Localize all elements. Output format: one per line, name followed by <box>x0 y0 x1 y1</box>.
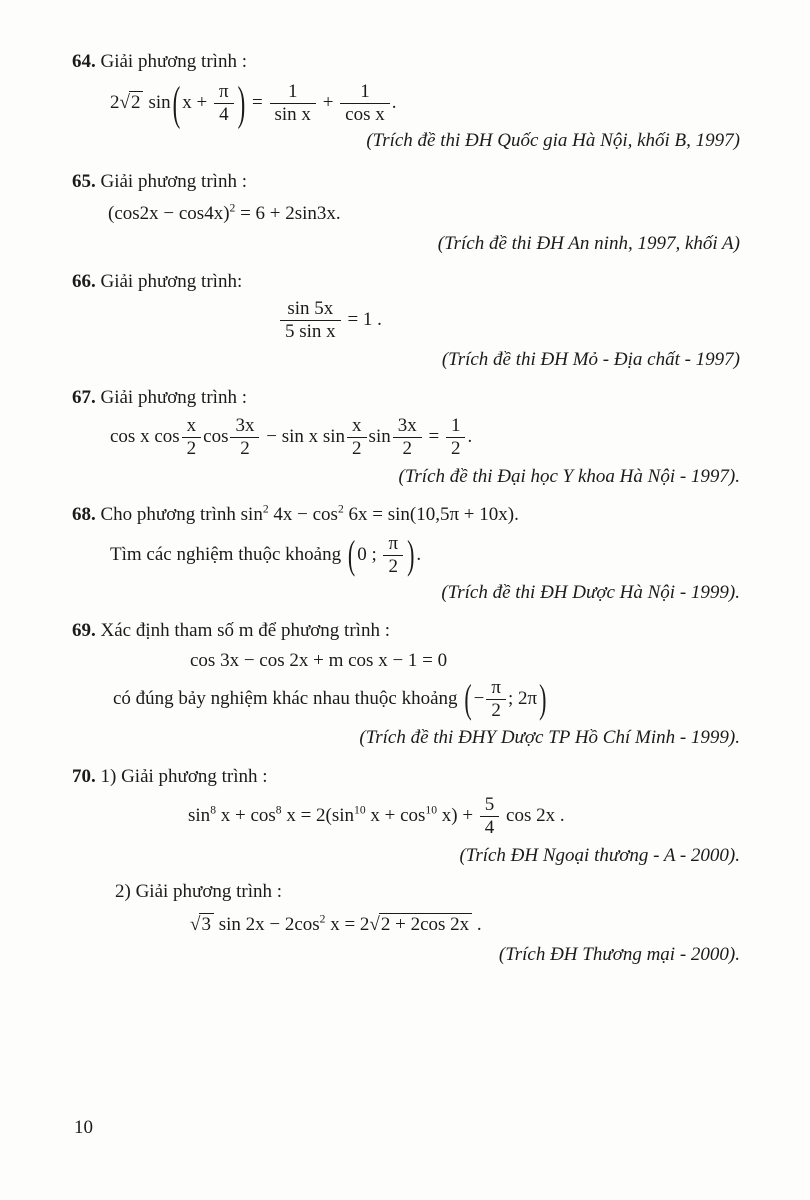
fraction-3x-2 <box>228 416 261 459</box>
fraction-1-2 <box>444 416 468 459</box>
problem-69 <box>72 619 740 751</box>
fraction-1-cosx <box>338 82 392 125</box>
expression: = 6 + 2sin3x. <box>240 202 341 224</box>
expression: x + cos <box>220 804 276 826</box>
left-paren: ( <box>172 78 181 130</box>
interval-end: ; 2π <box>507 687 538 709</box>
expression: sin 2x − 2cos <box>218 913 320 935</box>
fraction-3x-2 <box>391 416 424 459</box>
numerator: x <box>352 415 362 437</box>
expression: = 1 . <box>347 308 382 330</box>
right-paren: ) <box>237 78 246 130</box>
problem-prompt: Xác định tham số m để phương trình : <box>100 619 390 641</box>
superscript: 8 <box>210 803 216 817</box>
period: . <box>416 543 422 565</box>
numerator: π <box>491 676 501 698</box>
equation-65 <box>108 202 740 226</box>
citation-64: (Trích đề thi ĐH Quốc gia Hà Nội, khối B, 1997) <box>366 130 740 152</box>
superscript: 8 <box>275 803 282 817</box>
superscript: 2 <box>337 503 344 517</box>
equation-64 <box>110 78 740 130</box>
expression: x) + <box>441 804 474 826</box>
sqrt-radical <box>120 91 144 115</box>
problem-67-heading <box>72 386 740 410</box>
period: . <box>467 426 473 448</box>
problem-64-heading <box>72 50 740 74</box>
problem-68-heading <box>72 503 740 527</box>
problem-65-heading <box>72 170 740 194</box>
right-paren: ) <box>539 674 547 722</box>
expression: sin <box>368 426 391 448</box>
expression: cos <box>203 426 229 448</box>
denominator: 2 <box>230 437 259 459</box>
denominator: cos x <box>340 103 390 125</box>
interval-start: 0 ; <box>357 543 377 565</box>
equation-70-1 <box>188 795 740 838</box>
fraction-pi-4 <box>212 82 236 125</box>
numerator: 3x <box>397 415 417 437</box>
part-1-label: 1) <box>100 765 117 787</box>
problem-70 <box>72 765 740 967</box>
denominator: 4 <box>480 816 500 838</box>
problem-69-heading <box>72 619 740 643</box>
problem-prompt: Giải phương trình : <box>100 51 247 72</box>
expression: x = 2 <box>330 913 370 935</box>
numerator: 1 <box>287 81 298 103</box>
text: có đúng bảy nghiệm khác nhau thuộc khoảng <box>113 687 458 709</box>
denominator: 2 <box>347 437 367 459</box>
fraction-x-2 <box>345 416 369 459</box>
fraction-pi-2 <box>381 534 405 577</box>
expression: − sin x sin <box>266 426 346 448</box>
problem-69-line2 <box>113 674 740 722</box>
fraction-x-2 <box>180 416 204 459</box>
equation-69: cos 3x − cos 2x + m cos x − 1 = 0 <box>190 650 448 672</box>
denominator: 2 <box>182 437 202 459</box>
superscript: 2 <box>229 201 236 215</box>
denominator: 2 <box>393 437 422 459</box>
argument: x + <box>182 92 208 114</box>
problem-66 <box>72 270 740 372</box>
expression: 4x − cos <box>273 504 338 526</box>
problem-65 <box>72 170 740 257</box>
problem-number: 68. <box>72 504 96 526</box>
numerator: 1 <box>360 81 370 103</box>
numerator: sin 5x <box>287 297 334 319</box>
equation-66 <box>278 299 740 342</box>
problem-number: 69. <box>72 619 96 641</box>
denominator: 4 <box>214 103 234 125</box>
problem-prompt: Giải phương trình : <box>100 170 247 192</box>
equals-sign: = <box>428 426 440 448</box>
page-number: 10 <box>74 1117 93 1138</box>
fraction-5-4 <box>478 795 502 838</box>
numerator: 3x <box>235 415 255 437</box>
expression: x + cos <box>370 804 426 826</box>
minus-sign: − <box>473 687 485 709</box>
expression: cos x cos <box>110 426 180 448</box>
problem-number: 64. <box>72 51 96 72</box>
radicand: 2 <box>129 91 144 114</box>
expression: (cos2x − cos4x) <box>108 202 230 224</box>
superscript: 2 <box>319 912 326 926</box>
denominator: 2 <box>486 699 506 721</box>
citation-66: (Trích đề thi ĐH Mỏ - Địa chất - 1997) <box>441 348 740 370</box>
radicand: 2 + 2cos 2x <box>379 913 472 936</box>
expression: sin <box>240 504 263 526</box>
numerator: x <box>186 415 197 437</box>
sin-function: sin <box>148 92 171 114</box>
citation-68: (Trích đề thi ĐH Dược Hà Nội - 1999). <box>441 581 740 603</box>
radical-sign-icon: √ <box>119 92 130 114</box>
radicand: 3 <box>199 913 214 936</box>
numerator: 1 <box>450 415 461 437</box>
expression: 6x = sin(10,5π + 10x). <box>348 504 519 526</box>
right-paren: ) <box>407 531 415 578</box>
part-2-label: 2) <box>115 881 131 903</box>
denominator: 5 sin x <box>280 320 341 342</box>
equation-67 <box>110 416 740 459</box>
expression: sin <box>188 804 211 826</box>
expression: cos 2x . <box>506 804 565 826</box>
left-paren: ( <box>347 531 356 578</box>
problem-number: 70. <box>72 765 96 787</box>
text: Tìm các nghiệm thuộc khoảng <box>110 543 342 565</box>
fraction-1-sinx <box>268 82 318 125</box>
numerator: π <box>219 81 229 103</box>
problem-prompt: Giải phương trình : <box>135 881 283 903</box>
expression: x = 2(sin <box>286 804 355 826</box>
problem-70-heading <box>72 765 740 789</box>
problem-number: 65. <box>72 170 96 192</box>
problem-64 <box>72 50 740 154</box>
sqrt-radical <box>369 913 472 937</box>
problem-70-part2-heading <box>115 880 740 904</box>
problem-prompt: Giải phương trình: <box>100 271 243 293</box>
citation-69: (Trích đề thi ĐHY Dược TP Hồ Chí Minh - 1999). <box>359 727 740 749</box>
numerator: 5 <box>484 794 495 816</box>
radical-sign-icon: √ <box>369 913 380 935</box>
period: . <box>476 913 482 935</box>
fraction-sin5x-5sinx <box>278 299 343 342</box>
problem-66-heading <box>72 270 740 294</box>
sqrt-radical <box>190 913 214 937</box>
denominator: sin x <box>270 103 316 125</box>
superscript: 10 <box>354 803 366 817</box>
radical-sign-icon: √ <box>190 913 201 935</box>
plus-sign: + <box>322 92 334 114</box>
denominator: 2 <box>446 437 466 459</box>
period: . <box>391 92 397 114</box>
left-paren: ( <box>464 674 472 722</box>
fraction-pi-2 <box>484 678 508 721</box>
denominator: 2 <box>383 555 403 577</box>
superscript: 2 <box>262 503 269 517</box>
problem-67 <box>72 386 740 490</box>
coefficient: 2 <box>110 92 120 114</box>
citation-70-1: (Trích ĐH Ngoại thương - A - 2000). <box>459 844 740 866</box>
citation-65: (Trích đề thi ĐH An ninh, 1997, khối A) <box>437 233 740 255</box>
problem-prompt: Cho phương trình <box>100 504 236 526</box>
problem-number: 67. <box>72 386 96 408</box>
citation-70-2: (Trích ĐH Thương mại - 2000). <box>498 943 740 965</box>
numerator: π <box>388 532 399 554</box>
equals-sign: = <box>252 92 263 114</box>
problem-number: 66. <box>72 271 96 293</box>
problem-68-line2 <box>110 531 740 578</box>
problem-68 <box>72 503 740 605</box>
problem-prompt: Giải phương trình : <box>100 386 247 408</box>
superscript: 10 <box>425 803 437 817</box>
equation-70-2 <box>190 913 740 937</box>
problem-prompt: Giải phương trình : <box>121 765 268 787</box>
citation-67: (Trích đề thi Đại học Y khoa Hà Nội - 1997). <box>398 466 740 488</box>
